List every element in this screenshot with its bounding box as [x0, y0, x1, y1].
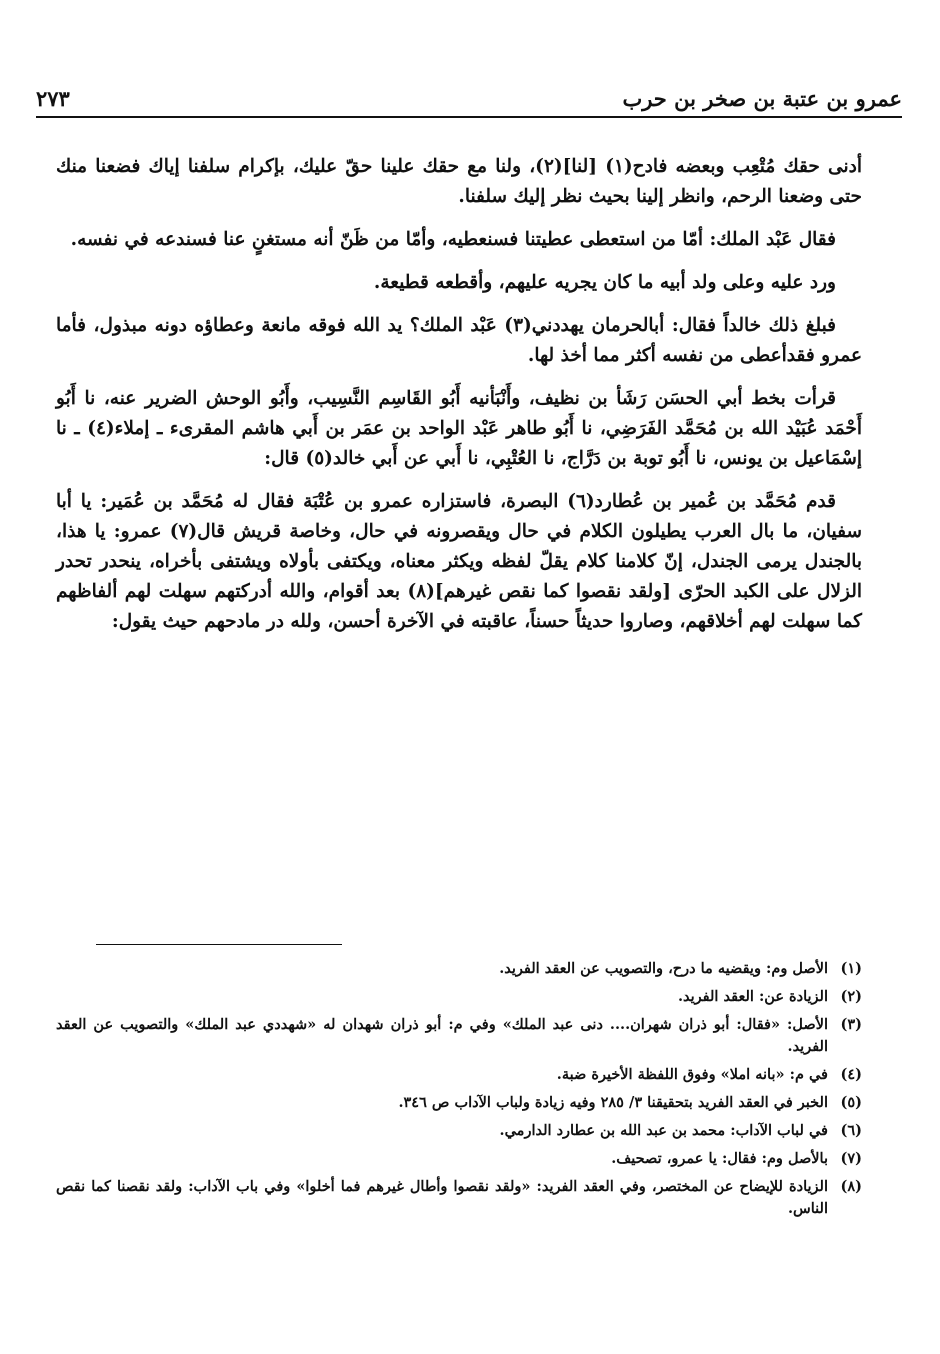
- footnote-text: الأصل وم: ويقضيه ما درح، والتصويب عن العقد الفريد.: [499, 960, 828, 977]
- footnote-text: الزيادة عن: العقد الفريد.: [677, 988, 828, 1005]
- paragraph-3-text: ورد عليه وعلى ولد أبيه ما كان يجريه عليهم، وأقطعه قطيعة.: [373, 272, 836, 293]
- paragraph-5: [56, 384, 862, 474]
- footnote-number: (٨): [840, 1178, 862, 1195]
- footnote-separator: [96, 944, 342, 945]
- footnote-number: (١): [840, 960, 862, 977]
- paragraph-5-text: بخط أبي الحسَن رَشَأ بن نظيف، وأَنْبَأنيه أَبُو القَاسِم النَّسِيب، وأَبُو الوحش الضرير عنه، نا أَبُو أَحْمَد عُبَيْد الله بن مُحَمَّد الفَرَضِي، نا أَبُو طاهر عَبْد الواحد بن عمَر بن أَبي هاشم المقرىء ـ إملاء(٤) ـ نا إسْمَاعيل بن يونس، نا أَبُو توبة بن دَرَّاج، نا العُتْبِي، نا أَبي عن أَبي خالد(٥) قال:: [56, 388, 862, 469]
- header-title: عمرو بن عتبة بن صخر بن حرب: [622, 86, 902, 111]
- paragraph-2: [56, 225, 862, 255]
- footnote-text: الخبر في العقد الفريد بتحقيقنا ٣/ ٢٨٥ وفيه زيادة ولباب الآداب ص ٣٤٦.: [398, 1094, 828, 1111]
- footnote-7: [56, 1148, 862, 1170]
- footnote-text: في م: «بانه املا» وفوق اللفظة الأخيرة ضبة.: [556, 1066, 828, 1083]
- footnote-number: (٦): [840, 1122, 862, 1139]
- paragraph-2-text: فقال عَبْد الملك: أمّا من استعطى عطيتنا فسنعطيه، وأمّا من ظَنّ أنه مستغنٍ عنا فسندعه في نفسه.: [70, 229, 836, 250]
- footnote-2: [56, 986, 862, 1008]
- paragraph-5-lead: قرأت: [794, 388, 836, 409]
- footnote-text: الأصل: «فقال: أبو ذران شهران.... دنى عبد الملك» وفي م: أبو ذران شهدان له «شهددي عبد الملك» والتصويب عن العقد الفريد.: [56, 1016, 828, 1055]
- footnote-number: (٣): [840, 1016, 862, 1033]
- footnote-number: (٥): [840, 1094, 862, 1111]
- paragraph-4-text: فبلغ ذلك خالداً فقال: أبالحرمان يهددني(٣) عَبْد الملك؟ يد الله فوقه مانعة وعطاؤه دونه مبذول، فأما عمرو فقدأعطى من نفسه أكثر مما أخذ لها.: [56, 315, 862, 366]
- footnote-text: الزيادة للإيضاح عن المختصر، وفي العقد الفريد: «ولقد نقصوا وأطال غيرهم فما أخلوا» وفي باب الآداب: ولقد نقصنا كما نقص الناس.: [56, 1178, 828, 1217]
- paragraph-1: [56, 152, 862, 212]
- footnote-4: [56, 1064, 862, 1086]
- paragraph-6-text: قدم مُحَمَّد بن عُمير بن عُطارد(٦) البصرة، فاستزاره عمرو بن عُتْبَة فقال له مُحَمَّد بن عُمَير: يا أبا سفيان، ما بال العرب يطيلون الكلام في حال ويقصرونه في حال، وخاصة قريش قال(٧) عمرو: يا هذا، بالجندل يرمى الجندل، إنّ كلامنا كلام يقلّ لفظه ويكثر معناه، ويكتفى بأولاه ويشتفى بأخراه، ينحدر تحدر الزلال على الكبد الحرّى [ولقد نقصوا كما نقص غيرهم](٨) بعد أقوام، والله أدركتهم سهلت لهم ألفاظهم كما سهلت لهم أخلاقهم، وصاروا حديثاً حسناً، عاقبته في الآخرة أحسن، ولله در مادحهم حيث يقول:: [56, 491, 862, 632]
- footnote-text: بالأصل وم: فقال: يا عمرو، تصحيف.: [611, 1150, 828, 1167]
- main-text: [56, 152, 862, 650]
- paragraph-3: [56, 268, 862, 298]
- footnote-8: [56, 1176, 862, 1220]
- footnote-3: [56, 1014, 862, 1058]
- footnote-5: [56, 1092, 862, 1114]
- footnote-number: (٤): [840, 1066, 862, 1083]
- footnote-1: [56, 958, 862, 980]
- footnote-number: (٧): [840, 1150, 862, 1167]
- running-header: [36, 82, 902, 118]
- page-number: ٢٧٣: [36, 86, 70, 111]
- paragraph-1-text: أدنى حقك مُتْعِب وبعضه فادح(١) [لنا](٢)، ولنا مع حقك علينا حقّ عليك، بإكرام سلفنا إياك فضعنا منك حتى وضعنا الرحم، وانظر إلينا بحيث نظر إليك سلفنا.: [56, 156, 863, 207]
- paragraph-4: [56, 311, 862, 371]
- paragraph-6: [56, 487, 862, 637]
- footnotes: [56, 958, 862, 1226]
- footnote-text: في لباب الآداب: محمد بن عبد الله بن عطارد الدارمي.: [499, 1122, 828, 1139]
- footnote-6: [56, 1120, 862, 1142]
- footnote-number: (٢): [840, 988, 862, 1005]
